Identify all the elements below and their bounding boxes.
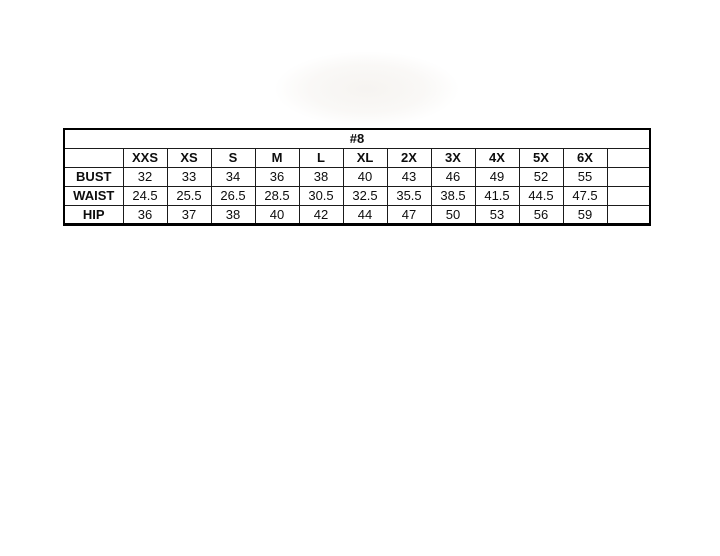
row-label-hip: HIP: [64, 205, 123, 224]
size-header-row: [64, 148, 650, 167]
size-header-xxs: XXS: [123, 148, 167, 167]
row-label-waist: WAIST: [64, 186, 123, 205]
measurement-value-cell: 38.5: [431, 186, 475, 205]
measurement-value-cell: 36: [255, 167, 299, 186]
size-header-5x: 5X: [519, 148, 563, 167]
size-header-s: S: [211, 148, 255, 167]
measurement-value-cell: 46: [431, 167, 475, 186]
chart-number-cell: #8: [64, 129, 650, 148]
faint-watermark-blob: [276, 52, 458, 126]
measurement-value-cell: 55: [563, 167, 607, 186]
measurement-value-cell: 32.5: [343, 186, 387, 205]
trailing-empty-cell: [607, 167, 650, 186]
size-header-2x: 2X: [387, 148, 431, 167]
trailing-empty-cell: [607, 186, 650, 205]
measurement-value-cell: 42: [299, 205, 343, 224]
row-label-bust: BUST: [64, 167, 123, 186]
size-chart-table: [63, 128, 651, 226]
measurement-value-cell: 26.5: [211, 186, 255, 205]
measurement-value-cell: 43: [387, 167, 431, 186]
measurement-value-cell: 44: [343, 205, 387, 224]
measurement-row-hip: [64, 205, 650, 224]
size-header-l: L: [299, 148, 343, 167]
trailing-empty-cell: [607, 148, 650, 167]
measurement-value-cell: 38: [299, 167, 343, 186]
measurement-value-cell: 30.5: [299, 186, 343, 205]
measurement-value-cell: 25.5: [167, 186, 211, 205]
measurement-value-cell: 36: [123, 205, 167, 224]
measurement-value-cell: 53: [475, 205, 519, 224]
measurement-value-cell: 35.5: [387, 186, 431, 205]
measurement-value-cell: 40: [343, 167, 387, 186]
table-title-row: [64, 129, 650, 148]
size-header-m: M: [255, 148, 299, 167]
measurement-value-cell: 37: [167, 205, 211, 224]
size-header-4x: 4X: [475, 148, 519, 167]
measurement-value-cell: 41.5: [475, 186, 519, 205]
measurement-row-waist: [64, 186, 650, 205]
size-header-3x: 3X: [431, 148, 475, 167]
measurement-value-cell: 24.5: [123, 186, 167, 205]
size-header-6x: 6X: [563, 148, 607, 167]
measurement-value-cell: 59: [563, 205, 607, 224]
measurement-value-cell: 38: [211, 205, 255, 224]
corner-empty-cell: [64, 148, 123, 167]
measurement-value-cell: 47.5: [563, 186, 607, 205]
measurement-row-bust: [64, 167, 650, 186]
measurement-value-cell: 52: [519, 167, 563, 186]
measurement-value-cell: 40: [255, 205, 299, 224]
size-header-xl: XL: [343, 148, 387, 167]
measurement-value-cell: 44.5: [519, 186, 563, 205]
trailing-empty-cell: [607, 205, 650, 224]
size-header-xs: XS: [167, 148, 211, 167]
measurement-value-cell: 47: [387, 205, 431, 224]
measurement-value-cell: 34: [211, 167, 255, 186]
measurement-value-cell: 56: [519, 205, 563, 224]
measurement-value-cell: 32: [123, 167, 167, 186]
measurement-value-cell: 49: [475, 167, 519, 186]
measurement-value-cell: 28.5: [255, 186, 299, 205]
measurement-value-cell: 33: [167, 167, 211, 186]
measurement-value-cell: 50: [431, 205, 475, 224]
